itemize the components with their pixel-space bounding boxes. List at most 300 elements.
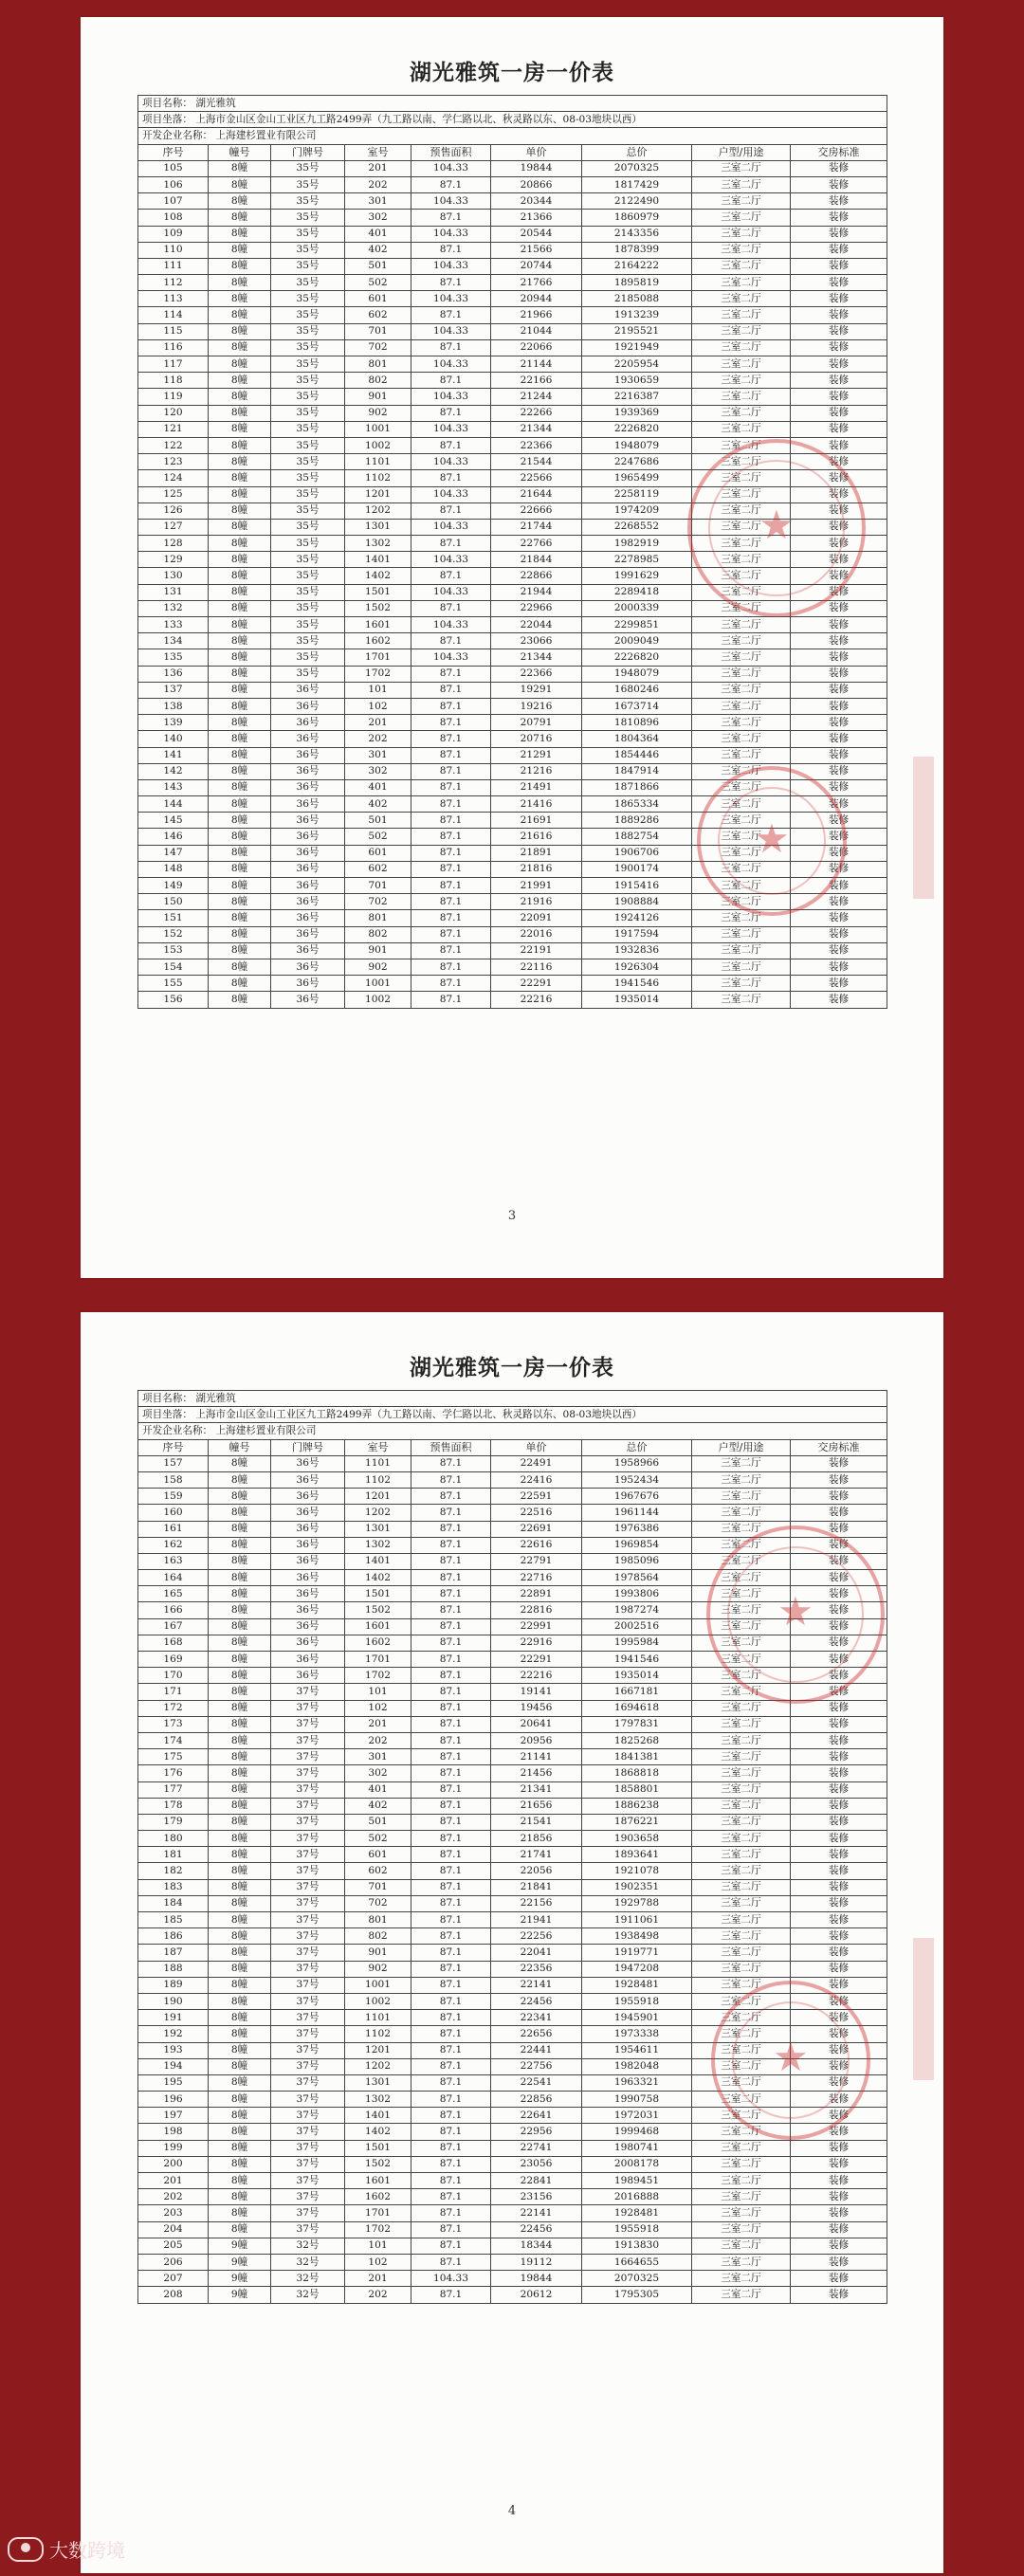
table-cell: 21816	[491, 861, 582, 877]
table-cell: 22141	[491, 1977, 582, 1993]
table-cell: 装修	[791, 649, 887, 666]
table-cell: 20744	[491, 258, 582, 274]
table-cell: 8幢	[209, 552, 271, 568]
table-cell: 装修	[791, 894, 887, 910]
table-cell: 装修	[791, 1814, 887, 1830]
table-row	[138, 519, 887, 535]
table-cell: 1990758	[582, 2092, 692, 2108]
table-cell: 128	[138, 536, 209, 552]
table-cell: 1402	[345, 568, 411, 584]
table-cell: 35号	[271, 323, 345, 339]
header-cell: 单价	[491, 144, 582, 160]
table-cell: 22866	[491, 568, 582, 584]
table-cell: 194	[138, 2058, 209, 2074]
table-cell: 22366	[491, 666, 582, 682]
table-row	[138, 633, 887, 649]
table-cell: 8幢	[209, 1668, 271, 1684]
table-row	[138, 796, 887, 813]
table-cell: 87.1	[411, 1993, 491, 2009]
table-cell: 107	[138, 193, 209, 210]
table-row	[138, 389, 887, 405]
table-cell: 8幢	[209, 1455, 271, 1471]
table-cell: 三室二厅	[692, 1928, 791, 1945]
table-cell: 20944	[491, 291, 582, 307]
table-cell: 1002	[345, 437, 411, 453]
table-row	[138, 1945, 887, 1961]
table-cell: 36号	[271, 1586, 345, 1602]
table-cell: 22156	[491, 1895, 582, 1911]
table-cell: 35号	[271, 486, 345, 502]
table-cell: 144	[138, 796, 209, 813]
table-cell: 1973338	[582, 2026, 692, 2042]
table-cell: 三室二厅	[692, 1831, 791, 1847]
table-cell: 1680246	[582, 682, 692, 698]
table-row	[138, 454, 887, 470]
table-cell: 132	[138, 600, 209, 616]
table-cell: 装修	[791, 2189, 887, 2205]
header-cell: 幢号	[209, 1439, 271, 1455]
table-cell: 2278985	[582, 552, 692, 568]
table-cell: 135	[138, 649, 209, 666]
table-cell: 87.1	[411, 2042, 491, 2058]
table-cell: 123	[138, 454, 209, 470]
table-cell: 三室二厅	[692, 1977, 791, 1993]
table-cell: 87.1	[411, 1912, 491, 1928]
table-cell: 205	[138, 2238, 209, 2254]
table-cell: 302	[345, 1765, 411, 1781]
table-cell: 87.1	[411, 2124, 491, 2140]
table-row	[138, 1635, 887, 1651]
table-cell: 装修	[791, 1961, 887, 1977]
table-cell: 装修	[791, 2205, 887, 2221]
table-row	[138, 339, 887, 356]
project-name: 项目名称： 湖光雅筑	[138, 1391, 887, 1407]
table-cell: 35号	[271, 552, 345, 568]
table-cell: 1989451	[582, 2173, 692, 2189]
table-row	[138, 1814, 887, 1830]
table-cell: 401	[345, 1781, 411, 1798]
table-cell: 108	[138, 210, 209, 226]
table-cell: 21141	[491, 1749, 582, 1765]
table-row	[138, 878, 887, 894]
table-cell: 三室二厅	[692, 536, 791, 552]
table-cell: 装修	[791, 502, 887, 519]
table-cell: 87.1	[411, 666, 491, 682]
table-cell: 302	[345, 210, 411, 226]
table-row	[138, 1831, 887, 1847]
table-cell: 401	[345, 226, 411, 242]
table-cell: 1602	[345, 1635, 411, 1651]
table-cell: 87.1	[411, 926, 491, 942]
table-cell: 1804364	[582, 731, 692, 747]
table-cell: 三室二厅	[692, 1814, 791, 1830]
table-cell: 三室二厅	[692, 437, 791, 453]
table-cell: 8幢	[209, 502, 271, 519]
table-cell: 36号	[271, 1553, 345, 1569]
table-cell: 87.1	[411, 731, 491, 747]
table-row	[138, 2042, 887, 2058]
table-cell: 装修	[791, 1602, 887, 1618]
table-cell: 20866	[491, 176, 582, 192]
table-cell: 装修	[791, 389, 887, 405]
table-cell: 32号	[271, 2271, 345, 2287]
table-cell: 201	[345, 715, 411, 731]
table-row	[138, 486, 887, 502]
table-cell: 2258119	[582, 486, 692, 502]
table-cell: 三室二厅	[692, 454, 791, 470]
table-cell: 101	[345, 2238, 411, 2254]
table-cell: 20791	[491, 715, 582, 731]
table-cell: 1963321	[582, 2074, 692, 2091]
table-cell: 87.1	[411, 813, 491, 829]
table-cell: 8幢	[209, 747, 271, 763]
table-cell: 182	[138, 1863, 209, 1879]
table-row	[138, 1716, 887, 1732]
table-cell: 87.1	[411, 536, 491, 552]
table-cell: 36号	[271, 878, 345, 894]
table-cell: 装修	[791, 2010, 887, 2026]
table-row	[138, 617, 887, 633]
table-row	[138, 258, 887, 274]
table-cell: 116	[138, 339, 209, 356]
header-cell: 门牌号	[271, 144, 345, 160]
table-row	[138, 176, 887, 192]
table-cell: 三室二厅	[692, 666, 791, 682]
table-cell: 102	[345, 698, 411, 714]
table-cell: 22456	[491, 1993, 582, 2009]
table-cell: 三室二厅	[692, 2092, 791, 2108]
table-cell: 134	[138, 633, 209, 649]
table-cell: 2008178	[582, 2156, 692, 2172]
table-cell: 8幢	[209, 519, 271, 535]
table-cell: 三室二厅	[692, 1553, 791, 1569]
table-cell: 三室二厅	[692, 275, 791, 291]
table-cell: 21656	[491, 1798, 582, 1814]
table-cell: 三室二厅	[692, 1700, 791, 1716]
table-cell: 21491	[491, 779, 582, 795]
table-cell: 三室二厅	[692, 1586, 791, 1602]
table-cell: 87.1	[411, 1814, 491, 1830]
table-cell: 118	[138, 373, 209, 389]
table-cell: 87.1	[411, 878, 491, 894]
table-row	[138, 1537, 887, 1553]
table-cell: 141	[138, 747, 209, 763]
table-cell: 三室二厅	[692, 682, 791, 698]
table-cell: 8幢	[209, 1716, 271, 1732]
table-cell: 1919771	[582, 1945, 692, 1961]
table-cell: 三室二厅	[692, 1863, 791, 1879]
table-cell: 装修	[791, 1912, 887, 1928]
table-cell: 三室二厅	[692, 291, 791, 307]
table-cell: 105	[138, 160, 209, 176]
table-cell: 8幢	[209, 992, 271, 1008]
table-cell: 8幢	[209, 910, 271, 926]
table-cell: 1501	[345, 2140, 411, 2156]
table-cell: 装修	[791, 1553, 887, 1569]
table-cell: 三室二厅	[692, 552, 791, 568]
table-cell: 8幢	[209, 405, 271, 421]
table-cell: 157	[138, 1455, 209, 1471]
table-cell: 35号	[271, 437, 345, 453]
table-cell: 8幢	[209, 796, 271, 813]
table-cell: 21691	[491, 813, 582, 829]
table-row	[138, 242, 887, 258]
table-cell: 8幢	[209, 568, 271, 584]
table-cell: 87.1	[411, 1798, 491, 1814]
table-cell: 8幢	[209, 1765, 271, 1781]
table-cell: 802	[345, 373, 411, 389]
table-cell: 21744	[491, 519, 582, 535]
table-cell: 22991	[491, 1618, 582, 1635]
table-cell: 装修	[791, 1781, 887, 1798]
table-cell: 602	[345, 1863, 411, 1879]
table-row	[138, 1570, 887, 1586]
table-cell: 1302	[345, 2092, 411, 2108]
table-cell: 36号	[271, 845, 345, 861]
seal-star-icon: ★	[754, 815, 790, 862]
table-cell: 8幢	[209, 2221, 271, 2238]
table-cell: 三室二厅	[692, 779, 791, 795]
table-cell: 8幢	[209, 779, 271, 795]
table-cell: 1991629	[582, 568, 692, 584]
table-cell: 202	[138, 2189, 209, 2205]
table-cell: 151	[138, 910, 209, 926]
table-cell: 三室二厅	[692, 502, 791, 519]
table-row	[138, 763, 887, 779]
table-row	[138, 1863, 887, 1879]
table-row	[138, 2140, 887, 2156]
table-cell: 109	[138, 226, 209, 242]
table-cell: 三室二厅	[692, 1798, 791, 1814]
table-cell: 22166	[491, 373, 582, 389]
table-cell: 801	[345, 356, 411, 373]
table-cell: 装修	[791, 2221, 887, 2238]
table-cell: 87.1	[411, 2221, 491, 2238]
table-cell: 37号	[271, 1716, 345, 1732]
brand-logo-icon	[8, 2537, 44, 2562]
table-cell: 1817429	[582, 176, 692, 192]
table-cell: 87.1	[411, 2108, 491, 2124]
table-cell: 1985096	[582, 1553, 692, 1569]
table-cell: 8幢	[209, 666, 271, 682]
table-cell: 87.1	[411, 1716, 491, 1732]
table-cell: 8幢	[209, 829, 271, 845]
table-cell: 装修	[791, 1798, 887, 1814]
table-cell: 8幢	[209, 2173, 271, 2189]
table-cell: 22691	[491, 1521, 582, 1537]
table-cell: 8幢	[209, 1684, 271, 1700]
table-cell: 装修	[791, 1895, 887, 1911]
table-cell: 140	[138, 731, 209, 747]
table-cell: 36号	[271, 1668, 345, 1684]
table-cell: 三室二厅	[692, 176, 791, 192]
price-table	[137, 95, 887, 1009]
table-row	[138, 861, 887, 877]
table-cell: 104.33	[411, 323, 491, 339]
table-cell: 87.1	[411, 568, 491, 584]
table-cell: 35号	[271, 470, 345, 486]
table-cell: 装修	[791, 878, 887, 894]
table-cell: 87.1	[411, 1489, 491, 1505]
table-cell: 21841	[491, 1879, 582, 1895]
table-cell: 87.1	[411, 682, 491, 698]
table-cell: 1924126	[582, 910, 692, 926]
table-cell: 22541	[491, 2074, 582, 2091]
table-cell: 1401	[345, 552, 411, 568]
table-cell: 1906706	[582, 845, 692, 861]
table-cell: 87.1	[411, 1831, 491, 1847]
table-cell: 106	[138, 176, 209, 192]
table-cell: 1871866	[582, 779, 692, 795]
table-row	[138, 1961, 887, 1977]
table-cell: 装修	[791, 421, 887, 437]
table-cell: 1302	[345, 536, 411, 552]
table-cell: 87.1	[411, 176, 491, 192]
table-cell: 8幢	[209, 437, 271, 453]
table-cell: 37号	[271, 1945, 345, 1961]
table-cell: 502	[345, 829, 411, 845]
table-cell: 87.1	[411, 1847, 491, 1863]
table-cell: 8幢	[209, 1781, 271, 1798]
table-cell: 三室二厅	[692, 1847, 791, 1863]
table-row	[138, 1895, 887, 1911]
table-row	[138, 1652, 887, 1668]
header-cell: 总价	[582, 144, 692, 160]
table-cell: 36号	[271, 779, 345, 795]
table-cell: 201	[345, 2271, 411, 2287]
table-cell: 2122490	[582, 193, 692, 210]
table-row	[138, 373, 887, 389]
table-cell: 32号	[271, 2287, 345, 2303]
seal-strip	[913, 1938, 934, 2080]
table-cell: 1878399	[582, 242, 692, 258]
table-row	[138, 2026, 887, 2042]
table-cell: 197	[138, 2108, 209, 2124]
table-cell: 三室二厅	[692, 584, 791, 600]
table-cell: 902	[345, 959, 411, 975]
table-cell: 104.33	[411, 291, 491, 307]
table-cell: 22616	[491, 1537, 582, 1553]
table-cell: 127	[138, 519, 209, 535]
watermark-text: 大数跨境	[49, 2539, 125, 2562]
table-cell: 三室二厅	[692, 1993, 791, 2009]
table-cell: 三室二厅	[692, 976, 791, 992]
header-cell: 户型/用途	[692, 144, 791, 160]
table-cell: 104.33	[411, 584, 491, 600]
table-cell: 119	[138, 389, 209, 405]
table-cell: 160	[138, 1505, 209, 1521]
table-cell: 87.1	[411, 894, 491, 910]
table-cell: 87.1	[411, 1895, 491, 1911]
table-cell: 1886238	[582, 1798, 692, 1814]
table-cell: 9幢	[209, 2254, 271, 2270]
table-cell: 20641	[491, 1716, 582, 1732]
table-cell: 152	[138, 926, 209, 942]
table-row	[138, 2287, 887, 2303]
table-cell: 168	[138, 1635, 209, 1651]
table-cell: 8幢	[209, 1945, 271, 1961]
table-cell: 154	[138, 959, 209, 975]
table-cell: 装修	[791, 1471, 887, 1488]
table-cell: 1402	[345, 2124, 411, 2140]
table-cell: 8幢	[209, 1847, 271, 1863]
table-cell: 183	[138, 1879, 209, 1895]
table-cell: 22041	[491, 1945, 582, 1961]
table-cell: 124	[138, 470, 209, 486]
table-cell: 1895819	[582, 275, 692, 291]
table-cell: 129	[138, 552, 209, 568]
header-cell: 单价	[491, 1439, 582, 1455]
table-cell: 20544	[491, 226, 582, 242]
table-cell: 169	[138, 1652, 209, 1668]
table-cell: 22591	[491, 1489, 582, 1505]
table-cell: 三室二厅	[692, 1781, 791, 1798]
header-cell: 总价	[582, 1439, 692, 1455]
table-cell: 装修	[791, 160, 887, 176]
table-cell: 104.33	[411, 486, 491, 502]
table-cell: 8幢	[209, 1471, 271, 1488]
table-row	[138, 568, 887, 584]
table-row	[138, 1781, 887, 1798]
seal-star-icon: ★	[773, 2034, 809, 2080]
table-cell: 21456	[491, 1765, 582, 1781]
table-cell: 装修	[791, 926, 887, 942]
table-cell: 170	[138, 1668, 209, 1684]
table-cell: 113	[138, 291, 209, 307]
table-cell: 2226820	[582, 421, 692, 437]
table-cell: 87.1	[411, 1505, 491, 1521]
table-cell: 8幢	[209, 193, 271, 210]
table-row	[138, 2124, 887, 2140]
table-cell: 36号	[271, 682, 345, 698]
table-cell: 装修	[791, 715, 887, 731]
table-row	[138, 2221, 887, 2238]
seal-star-icon: ★	[777, 1588, 814, 1635]
header-cell: 序号	[138, 144, 209, 160]
table-cell: 35号	[271, 242, 345, 258]
table-cell: 1930659	[582, 373, 692, 389]
table-cell: 801	[345, 910, 411, 926]
table-cell: 37号	[271, 1993, 345, 2009]
table-cell: 199	[138, 2140, 209, 2156]
table-cell: 三室二厅	[692, 715, 791, 731]
table-cell: 201	[138, 2173, 209, 2189]
table-cell: 8幢	[209, 2074, 271, 2091]
table-cell: 三室二厅	[692, 829, 791, 845]
table-cell: 104.33	[411, 389, 491, 405]
table-cell: 191	[138, 2010, 209, 2026]
table-cell: 装修	[791, 486, 887, 502]
table-cell: 装修	[791, 2124, 887, 2140]
table-cell: 装修	[791, 976, 887, 992]
table-cell: 21766	[491, 275, 582, 291]
table-cell: 8幢	[209, 258, 271, 274]
table-cell: 三室二厅	[692, 861, 791, 877]
table-row	[138, 1798, 887, 1814]
table-cell: 145	[138, 813, 209, 829]
table-cell: 8幢	[209, 1928, 271, 1945]
table-cell: 8幢	[209, 731, 271, 747]
table-cell: 202	[345, 176, 411, 192]
table-cell: 22216	[491, 992, 582, 1008]
table-cell: 8幢	[209, 1505, 271, 1521]
table-cell: 8幢	[209, 1700, 271, 1716]
table-cell: 1865334	[582, 796, 692, 813]
table-cell: 三室二厅	[692, 323, 791, 339]
header-cell: 序号	[138, 1439, 209, 1455]
table-row	[138, 1765, 887, 1781]
table-cell: 36号	[271, 1471, 345, 1488]
